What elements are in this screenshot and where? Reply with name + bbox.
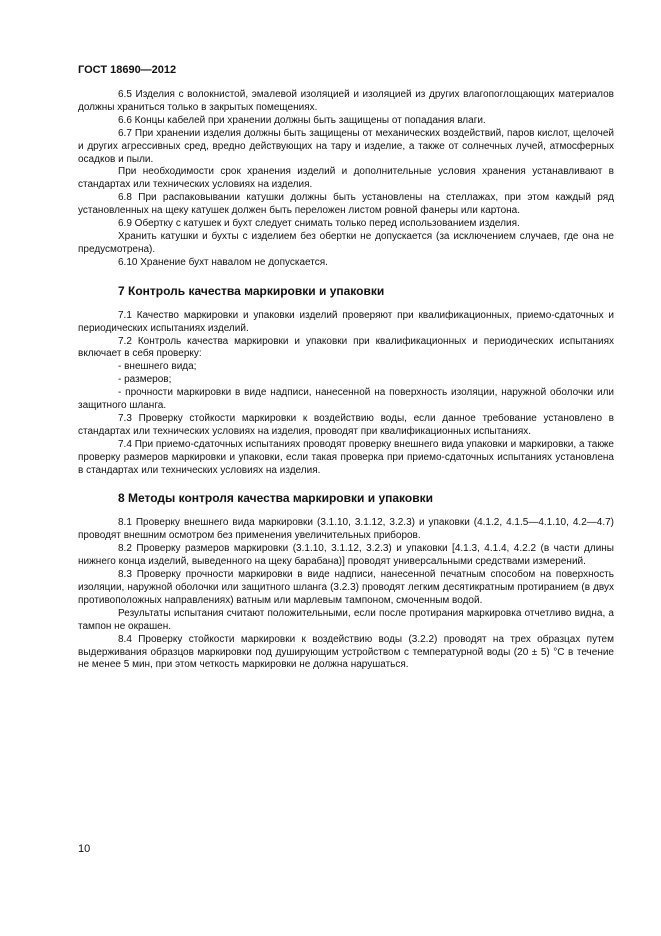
list-item-dimensions: - размеров;: [118, 374, 172, 386]
paragraph-8-3-results: Результаты испытания считают положительными, если после протирания маркировка отчетливо видна, а тампон не окрашен.: [78, 607, 614, 632]
paragraph-7-4: 7.4 При приемо-сдаточных испытаниях проводят проверку внешнего вида упаковки и маркировки, а также проверку размеров маркировки и упаковки, если такая проверка при приемо-сдаточных испытаниях установлена в стандартах или технических условиях на изделия.: [78, 438, 614, 476]
list-item-appearance: - внешнего вида;: [118, 361, 197, 373]
paragraph-6-7-storage: При необходимости срок хранения изделий и дополнительные условия хранения устанавливают в стандартах или технических условиях на изделия.: [78, 166, 614, 191]
paragraph-7-2: 7.2 Контроль качества маркировки и упаковки при квалификационных и периодических испытаниях включает в себя проверку:: [78, 335, 614, 360]
paragraph-8-3: 8.3 Проверку прочности маркировки в виде надписи, нанесенной печатным способом на поверхность изоляции, наружной оболочки или защитного шланга (3.2.3) проводят легким десятикратным протиранием (в двух противоположных направлениях) ватным или марлевым тампоном, смоченным водой.: [78, 569, 614, 606]
document-body: [78, 89, 614, 672]
page-number: 10: [78, 843, 91, 855]
paragraph-6-10: 6.10 Хранение бухт навалом не допускается.: [118, 256, 328, 268]
paragraph-6-9: 6.9 Обертку с катушек и бухт следует снимать только перед использованием изделия.: [118, 218, 520, 230]
paragraph-7-1: 7.1 Качество маркировки и упаковки изделий проверяют при квалификационных, приемо-сдаточных и периодических испытаниях изделий.: [78, 309, 614, 334]
paragraph-6-6: 6.6 Концы кабелей при хранении должны быть защищены от попадания влаги.: [118, 114, 486, 126]
paragraph-7-3: 7.3 Проверку стойкости маркировки к воздействию воды, если данное требование установлено в стандартах или технических условиях на изделия, проводят при квалификационных испытаниях.: [78, 412, 614, 437]
paragraph-8-1: 8.1 Проверку внешнего вида маркировки (3.1.10, 3.1.12, 3.2.3) и упаковки (4.1.2, 4.1.5—4.1.10, 4.2—4.7) проводят внешним осмотром без применения увеличительных приборов.: [78, 517, 614, 542]
paragraph-6-7: 6.7 При хранении изделия должны быть защищены от механических воздействий, паров кислот, щелочей и других агрессивных сред, вредно действующих на тару и изделие, а также от солнечных лучей, атмосферных осадков и пыли.: [78, 127, 614, 165]
paragraph-8-2: 8.2 Проверку размеров маркировки (3.1.10, 3.1.12, 3.2.3) и упаковки [4.1.3, 4.1.4, 4.2.2 (в части длины нижнего конца изделий, выведенного на щеку барабана)] проводят универсальными средствами измерений.: [78, 543, 614, 568]
paragraph-8-4: 8.4 Проверку стойкости маркировки к воздействию воды (3.2.2) проводят на трех образцах путем выдерживания образцов маркировки под душирующим устройством с температурной воды (20 ± 5) °С в течение не менее 5 мин, при этом четкость маркировки не должна нарушаться.: [78, 633, 614, 671]
paragraph-6-9-note: Хранить катушки и бухты с изделием без обертки не допускается (за исключением случаев, где она не предусмотрена).: [78, 230, 614, 255]
list-item-strength: - прочности маркировки в виде надписи, нанесенной на поверхность изоляции, наружной оболочки или защитного шланга.: [78, 387, 614, 412]
document-header: ГОСТ 18690—2012: [78, 64, 177, 76]
paragraph-6-5: 6.5 Изделия с волокнистой, эмалевой изоляцией и изоляцией из других влагопоглощающих материалов должны храниться только в закрытых помещениях.: [78, 89, 614, 113]
section-8-title: 8 Методы контроля качества маркировки и упаковки: [118, 491, 433, 506]
paragraph-6-8: 6.8 При распаковывании катушки должны быть установлены на стеллажах, при этом каждый ряд установленных на щеку катушек должен быть переложен листом ровной фанеры или картона.: [78, 192, 614, 217]
section-7-title: 7 Контроль качества маркировки и упаковки: [118, 283, 385, 298]
